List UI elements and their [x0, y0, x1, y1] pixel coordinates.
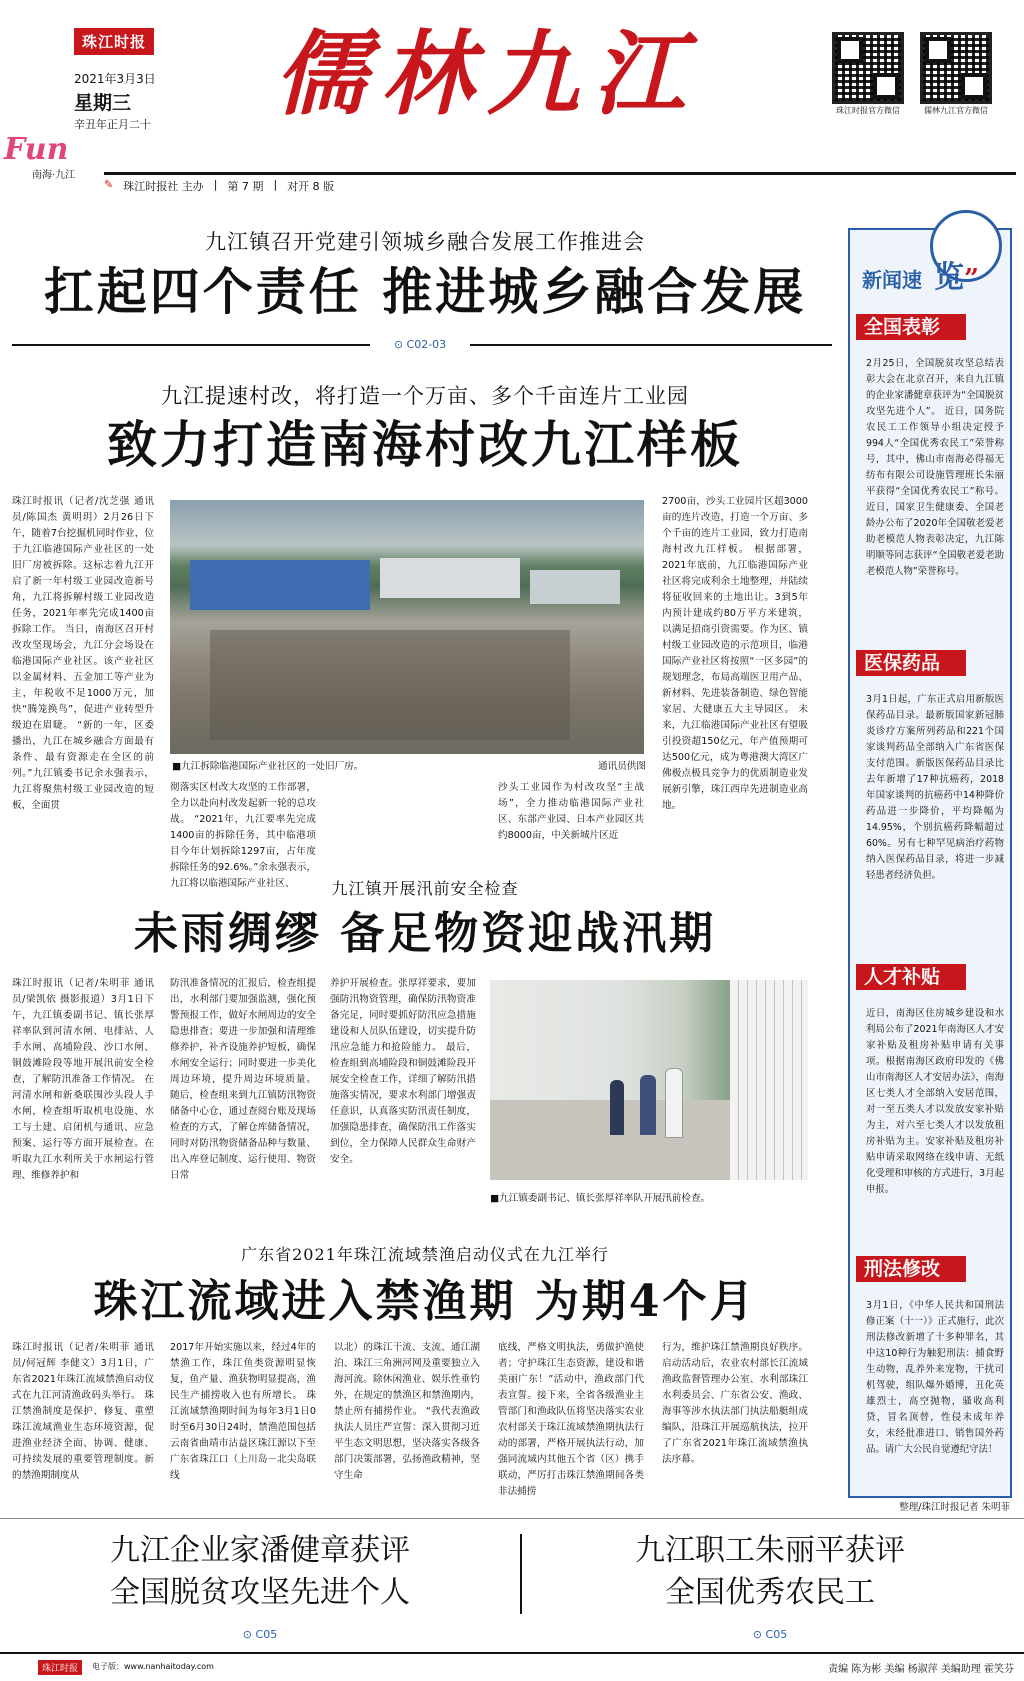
quote-icon: ”	[964, 264, 979, 294]
story3-column-3: 养护开展检查。张厚祥要求，要加强防汛物资管理，确保防汛物资准备完足，同时要抓好防汛应急措施建设和人员队伍建设，切实提升防汛应急能力和抢险能力。 最后，检查组到高埔险段和铜鼓滩险段开展安全检查工作，详细了解防汛措施落实情况，要求水利部门增强责任意识，认真落实防汛责任制度，加强隐患排查，确保防汛工作落实到位，全力保障人民群众生命财产安全。	[330, 978, 476, 1165]
story4-column-4: 底线，严格文明执法，勇做护渔使者；守护珠江生态资源，建设和谐美丽广东！”活动中，渔政部门代表宣誓。接下来，全省各级渔业主管部门和渔政队伍将坚决落实农业农村部关于珠江流域禁渔期执法行动的部署，严格开展执法行动，加强同流域内其他五个省（区）携手联动，严厉打击珠江禁渔期间各类非法捕捞	[498, 1342, 644, 1497]
sidebar-tag-2: 医保药品	[856, 650, 966, 676]
factory-building	[530, 570, 620, 604]
page-link-icon: ⊙	[242, 1628, 253, 1641]
info-bar: ✎ 珠江时报社 主办 | 第 7 期 | 对开 8 版	[104, 172, 1016, 192]
photo-demolition	[170, 500, 644, 754]
story2-column-2b	[334, 780, 480, 836]
person	[665, 1068, 683, 1138]
qr-code-1: 珠江时报官方微信	[832, 32, 904, 112]
story3-kicker: 九江镇开展汛前安全检查	[331, 879, 519, 898]
brand-fun-logo	[4, 134, 96, 190]
story2-column-1: 珠江时报讯（记者/沈芝强 通讯员/陈国杰 黄明玥）2月26日下午，随着7台挖掘机同时作业，位于九江临港国际产业社区的一处旧厂房被拆除。这标志着九江开启了新一年村级工业园改造新号角，九江将拆解村级工业园改造任务，2021年率先完成1400亩拆除工作。 当日，南海区召开村改攻坚现场会，九江分会场设在临港国际产业社区。该产业社区以金属材料、五金加工等产业为主，年税收不足1000万元，加快“腾笼换鸟”，促进产业转型升级迫在眉睫。 “新的一年，区委播出，九江在城乡融合方面最有条件、最有资源走在全区的前列。”九江镇委书记余永强表示，九江将聚焦村级工业园改造的短板，全面贯	[12, 496, 154, 811]
sidebar-text-2: 3月1日起，广东正式启用新版医保药品目录。最新版国家新冠肺炎诊疗方案所列药品和221个国家谈判药品全部纳入广东省医保支付范围。新版医保药品目录比去年新增了17种抗癌药，2018年国家谈判的抗癌药中14种降价药品进一步降价，平均降幅为14.95%，个别抗癌药降幅超过60%。另有七种罕见病治疗药物纳入医保药品目录，将进一步减轻患者经济负担。	[866, 694, 1004, 881]
brand-fun-sub: 南海·九江	[32, 170, 76, 181]
factory-building	[380, 558, 520, 598]
person	[640, 1075, 656, 1135]
paper-logo: 珠江时报	[74, 28, 154, 55]
story2-kicker: 九江提速村改，将打造一个万亩、多个千亩连片工业园	[161, 384, 689, 408]
story1-kicker: 九江镇召开党建引领城乡融合发展工作推进会	[205, 230, 645, 254]
story3-photo-caption: ■九江镇委副书记、镇长张厚祥率队开展汛前检查。	[490, 1193, 711, 1204]
teaser-right-line1: 九江职工朱丽平获评	[635, 1533, 905, 1568]
story4-column-5: 行为，维护珠江禁渔期良好秩序。 启动活动后，农业农村部长江流域渔政监督管理办公室、水利部珠江水利委员会、广东省公安、渔政、海事等涉水执法部门执法船艇组成编队，沿珠江开展巡航执法，拉开了广东省2021年珠江流域禁渔执法序幕。	[662, 1342, 808, 1465]
teaser-left[interactable]	[10, 1530, 510, 1614]
sidebar-text-4: 3月1日，《中华人民共和国刑法修正案（十一）》正式施行，此次刑法修改新增了十多种罪名，其中这10种行为触犯刑法：捕食野生动物，乱养外来宠物，干扰司机驾驶，组队爆外婚博，丑化英雄烈士，高空抛物，骚收高利贷，冒名顶替，性侵未成年养女，未经批准进口、销售国外药品。请广大公民自觉遵纪守法！	[866, 1300, 1004, 1455]
masthead-title: 儒林九江	[275, 20, 700, 128]
story3-column-1: 珠江时报讯（记者/朱明菲 通讯员/梁凯依 摄影报道）3月1日下午，九江镇委副书记、镇长张厚祥率队到河清水闸、电排站、人手水闸、高埔险段、沙口水闸、铜鼓滩险段等地开展汛前安全检查，了解防汛准备工作情况。 在河清水闸和新桑联围沙头段人手水闸，检查组听取机电设施、水工与土建、启闭机与通讯、应急预案、运行等方面开展检查。在听取九江水利所关于水闸运行管理、维修养护和	[12, 978, 154, 1181]
lunar-date: 辛丑年正月二十	[74, 118, 151, 131]
sidebar-tag-3: 人才补贴	[856, 964, 966, 990]
teaser-left-line1: 九江企业家潘健章获评	[110, 1533, 410, 1568]
flame-icon: ✎	[104, 178, 114, 191]
footer-editors: 责编 陈为彬 美编 杨淑萍 美编助理 霍笑芬	[828, 1664, 1014, 1675]
teaser-divider	[520, 1534, 522, 1614]
story4-column-3: 以北）的珠江干流、支流、通江湖泊、珠江三角洲河网及重要独立入海河流。除休闲渔业、娱乐性垂钓外，在规定的禁渔区和禁渔期内，禁止所有捕捞作业。 “我代表渔政执法人员庄严宣誓：深入贯彻习近平生态文明思想，坚决落实各级各部门决策部署，弘扬渔政精神，坚守生命	[334, 1342, 480, 1481]
qr-code-icon	[832, 32, 904, 104]
teaser-left-ref[interactable]: ⊙ C05	[242, 1628, 278, 1641]
brand-fun-mark: Fun	[4, 132, 69, 167]
story4-headline: 珠江流域进入禁渔期 为期4个月	[93, 1276, 757, 1327]
page-link-icon: ⊙	[752, 1628, 763, 1641]
story2-column-2: 彻落实区村改大攻坚的工作部署，全力以赴向村改发起新一轮的总攻战。 “2021年，九江要率先完成1400亩的拆除任务，其中临港项目今年计划拆除1297亩，占年度拆除任务的92.6%。”余永强表示，九江将以临港国际产业社区、	[170, 782, 316, 889]
story4-column-2: 2017年开始实施以来，经过4年的禁渔工作，珠江鱼类资源明显恢复，鱼产量、渔获物明显提高，渔民生产捕捞收入也有所增长。 珠江流域禁渔期时间为每年3月1日0时至6月30日24时，禁渔范围包括云南省曲靖市沾益区珠江源以下至广东省珠江口（上川岛－北尖岛联线	[170, 1342, 316, 1481]
story4-kicker: 广东省2021年珠江流域禁渔启动仪式在九江举行	[241, 1245, 609, 1264]
teaser-right[interactable]	[530, 1530, 1010, 1614]
story2-column-4: 2700亩，沙头工业园片区超3000亩的连片改造，打造一个万亩、多个千亩的连片工业园，致力打造南海村改九江样板。 根据部署，2021年底前，九江临港国际产业社区将完成利余土地整理，并陆续将征收回来的土地出让。3到5年内预计建成约80万平方米建筑，以满足招商引资需要。作为区、镇村级工业园改造的示范项目，临港国际产业社区将按照“一区多园”的规划理念，布局高端医卫用产品、新材料、先进装备制造、绿色智能家居、大健康五大主导园区。 未来，九江临港国际产业社区有望吸引投资超150亿元，年产值预期可达500亿元，成为粤港澳大湾区广佛极点极具竞争力的优质制造业发展新引擎，珠江西岸先进制造业高地。	[662, 496, 808, 811]
sidebar-text-3: 近日，南海区住房城乡建设和水利局公布了2021年南海区人才安家补贴及租房补贴申请有关事项。根据南海区政府印发的《佛山市南海区人才安居办法》，南海区七类人才全部纳入安居范围，对一至五类人才以发放安家补贴为主，对六至七类人才以发放租房补贴为主。安家补贴及租房补贴申请采取网络在线申请、无纸化受理和审核的方式进行，3月起申报。	[866, 1008, 1004, 1195]
sidebar-credit: 整理/珠江时报记者 朱明菲	[899, 1502, 1010, 1513]
issue-weekday: 星期三	[74, 92, 132, 114]
photo-flood-inspection	[490, 980, 808, 1180]
teaser-left-line2: 全国脱贫攻坚先进个人	[110, 1575, 410, 1610]
sidebar-tag-1: 全国表彰	[856, 314, 966, 340]
sidebar-text-1: 2月25日，全国脱贫攻坚总结表彰大会在北京召开，来自九江镇的企业家潘健章获评为“全国脱贫攻坚先进个人”。 近日，国务院农民工工作领导小组决定授予994人“全国优秀农民工”荣誉称号，其中，佛山市南海必得福无纺布有限公司设施管理班长朱丽平获得“全国优秀农民工”称号。 近日，国家卫生健康委、全国老龄办公布了2020年全国敬老爱老助老模范人物表彰决定，九江陈明顺等同志获评“全国敬老爱老助老模范人物”荣誉称号。	[866, 358, 1004, 577]
rubble-field	[210, 630, 570, 740]
story3-column-2: 防汛准备情况的汇报后，检查组提出，水利部门要加强监测，强化预警预报工作，做好水闸周边的安全隐患排查；要进一步加强和清理维修养护，补齐设施养护短板，确保水闸安全运行；同时要进一步美化周边环境，提升周边环境质量。 随后，检查组来到九江镇防汛物资储备中心仓，通过查阅台账及现场检查的方式，了解仓库储备情况，同时对防汛物资储备品种与数量、出入库登记制度、运行使用、物资日常	[170, 978, 316, 1181]
story2-photo-caption: ■九江拆除临港国际产业社区的一处旧厂房。	[172, 761, 364, 772]
qr-code-icon	[920, 32, 992, 104]
footer-rule	[0, 1652, 1024, 1654]
story2-photo-credit: 通讯员供图	[598, 761, 646, 772]
story1-headline: 扛起四个责任 推进城乡融合发展	[43, 262, 807, 321]
story2-column-3: 沙头工业园作为村改攻坚“主战场”，全力推动临港国际产业社区、东部产业园、日本产业园区共约8000亩，中关新城片区近	[498, 782, 644, 841]
footer-brand: 珠江时报	[38, 1660, 82, 1675]
teaser-right-line2: 全国优秀农民工	[665, 1575, 875, 1610]
story2-headline: 致力打造南海村改九江样板	[107, 415, 743, 474]
story3-headline: 未雨绸缪 备足物资迎战汛期	[133, 908, 717, 959]
factory-roof	[190, 560, 370, 610]
story1-page-ref[interactable]: ⊙ C02-03	[370, 338, 470, 351]
divider	[0, 1518, 1024, 1519]
sidebar-tag-4: 刑法修改	[856, 1256, 966, 1282]
story4-column-1: 珠江时报讯（记者/朱明菲 通讯员/何冠辉 李健文）3月1日，广东省2021年珠江流域禁渔启动仪式在九江河清渔政码头举行。 珠江禁渔制度是保护、修复、重塑珠江流域渔业生态环境资源，促进渔业经济全面、协调、健康、可持续发展的重要管理制度。新的禁渔期制度从	[12, 1342, 154, 1481]
tiled-wall	[730, 980, 808, 1180]
teaser-right-ref[interactable]: ⊙ C05	[752, 1628, 788, 1641]
person	[610, 1080, 624, 1135]
page-link-icon: ⊙	[393, 338, 404, 351]
qr-code-2: 儒林九江官方微信	[920, 32, 992, 112]
issue-date: 2021年3月3日	[74, 72, 156, 86]
footer-site[interactable]: 电子版：www.nanhaitoday.com	[92, 1662, 214, 1671]
sidebar-heading: 新闻速 览”	[862, 260, 979, 295]
